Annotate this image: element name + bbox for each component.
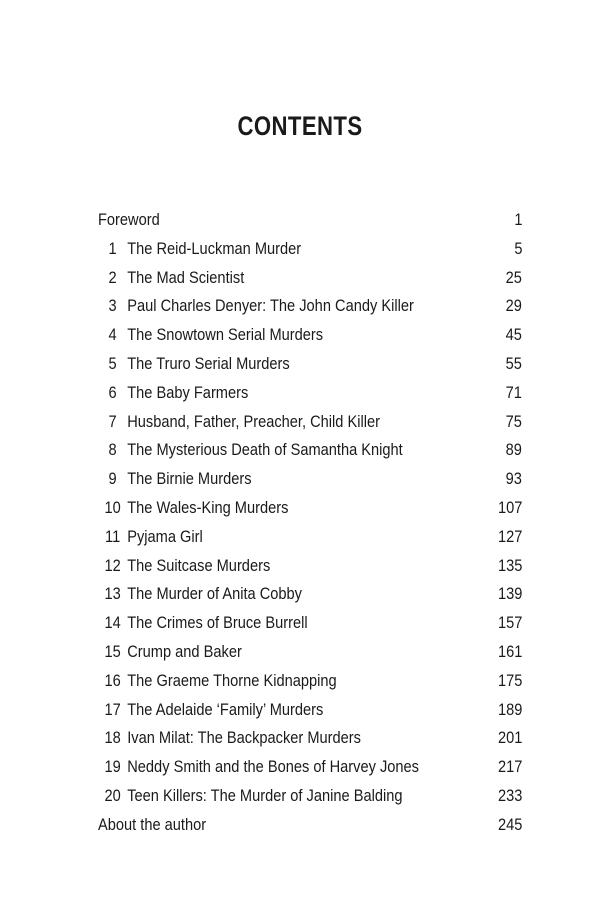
chapter-number: 16 <box>104 670 121 690</box>
chapter-number: 11 <box>105 526 121 546</box>
toc-entry-chapter-13[interactable] <box>98 580 522 609</box>
page-number: 189 <box>497 699 522 719</box>
chapter-title: Crump and Baker <box>127 641 242 661</box>
chapter-number: 10 <box>104 497 121 517</box>
chapter-title: Husband, Father, Preacher, Child Killer <box>127 411 380 431</box>
toc-entry-chapter-4[interactable] <box>98 321 522 350</box>
page-number: 139 <box>497 584 522 604</box>
chapter-title: The Murder of Anita Cobby <box>127 584 302 604</box>
chapter-title: The Snowtown Serial Murders <box>127 325 324 345</box>
page-number: 107 <box>497 497 522 517</box>
toc-entry-chapter-14[interactable] <box>98 609 522 638</box>
chapter-number: 20 <box>104 785 121 805</box>
toc-entry-chapter-12[interactable] <box>98 552 522 581</box>
page-number: 175 <box>497 670 522 690</box>
page-number: 29 <box>505 296 522 316</box>
table-of-contents <box>98 206 522 840</box>
page-number: 157 <box>497 613 522 633</box>
page-number: 127 <box>497 526 522 546</box>
chapter-title: The Reid-Luckman Murder <box>127 238 302 258</box>
chapter-title: The Crimes of Bruce Burrell <box>127 613 308 633</box>
chapter-number: 1 <box>108 238 117 258</box>
chapter-title: The Truro Serial Murders <box>127 353 290 373</box>
chapter-number: 19 <box>104 757 121 777</box>
toc-entry-chapter-7[interactable] <box>98 408 522 437</box>
chapter-number: 9 <box>108 469 117 489</box>
page-number: 201 <box>497 728 522 748</box>
chapter-number: 14 <box>104 613 121 633</box>
toc-entry-about-the-author[interactable] <box>98 811 522 840</box>
toc-entry-chapter-5[interactable] <box>98 350 522 379</box>
toc-entry-chapter-18[interactable] <box>98 724 522 753</box>
page-number: 233 <box>497 785 522 805</box>
toc-entry-chapter-9[interactable] <box>98 465 522 494</box>
page-number: 135 <box>497 555 522 575</box>
chapter-title: The Suitcase Murders <box>127 555 271 575</box>
chapter-number: 17 <box>104 699 121 719</box>
chapter-title: The Mysterious Death of Samantha Knight <box>127 440 403 460</box>
page-number: 245 <box>497 814 522 834</box>
page-number: 45 <box>505 325 522 345</box>
chapter-number: 15 <box>104 641 121 661</box>
toc-entry-chapter-17[interactable] <box>98 696 522 725</box>
chapter-number: 18 <box>104 728 121 748</box>
chapter-number: 3 <box>108 296 117 316</box>
page-number: 217 <box>497 757 522 777</box>
toc-entry-foreword[interactable] <box>98 206 522 235</box>
page-number: 71 <box>505 382 522 402</box>
chapter-title: Foreword <box>98 210 160 229</box>
page-number: 161 <box>497 641 522 661</box>
toc-entry-chapter-10[interactable] <box>98 494 522 523</box>
page-number: 5 <box>513 238 522 258</box>
chapter-number: 8 <box>108 440 117 460</box>
chapter-number: 12 <box>104 555 121 575</box>
toc-entry-chapter-11[interactable] <box>98 523 522 552</box>
toc-entry-chapter-19[interactable] <box>98 753 522 782</box>
chapter-title: About the author <box>98 814 207 834</box>
chapter-number: 7 <box>108 411 117 431</box>
toc-entry-chapter-1[interactable] <box>98 235 522 264</box>
page-number: 89 <box>505 440 522 460</box>
toc-entry-chapter-6[interactable] <box>98 379 522 408</box>
toc-entry-chapter-16[interactable] <box>98 667 522 696</box>
page-title: CONTENTS <box>237 111 363 142</box>
chapter-title: Neddy Smith and the Bones of Harvey Jones <box>127 757 419 777</box>
chapter-title: The Baby Farmers <box>127 382 249 402</box>
chapter-title: The Adelaide ‘Family’ Murders <box>127 699 324 719</box>
chapter-number: 4 <box>108 325 117 345</box>
toc-entry-chapter-3[interactable] <box>98 292 522 321</box>
toc-entry-chapter-20[interactable] <box>98 782 522 811</box>
chapter-title: Ivan Milat: The Backpacker Murders <box>127 728 361 748</box>
chapter-title: Paul Charles Denyer: The John Candy Killer <box>127 296 414 316</box>
toc-entry-chapter-8[interactable] <box>98 436 522 465</box>
chapter-title: Teen Killers: The Murder of Janine Balding <box>127 785 403 805</box>
chapter-title: The Graeme Thorne Kidnapping <box>127 670 337 690</box>
toc-entry-chapter-15[interactable] <box>98 638 522 667</box>
chapter-number: 5 <box>108 353 117 373</box>
chapter-title: The Birnie Murders <box>127 469 252 489</box>
chapter-number: 2 <box>108 267 117 287</box>
chapter-title: The Mad Scientist <box>127 267 245 287</box>
page-number: 1 <box>513 210 522 229</box>
toc-entry-chapter-2[interactable] <box>98 264 522 293</box>
chapter-title: Pyjama Girl <box>127 526 203 546</box>
chapter-number: 13 <box>104 584 121 604</box>
page-number: 75 <box>505 411 522 431</box>
page-number: 55 <box>505 353 522 373</box>
page-number: 25 <box>505 267 522 287</box>
chapter-number: 6 <box>108 382 117 402</box>
page-number: 93 <box>505 469 522 489</box>
chapter-title: The Wales-King Murders <box>127 497 289 517</box>
